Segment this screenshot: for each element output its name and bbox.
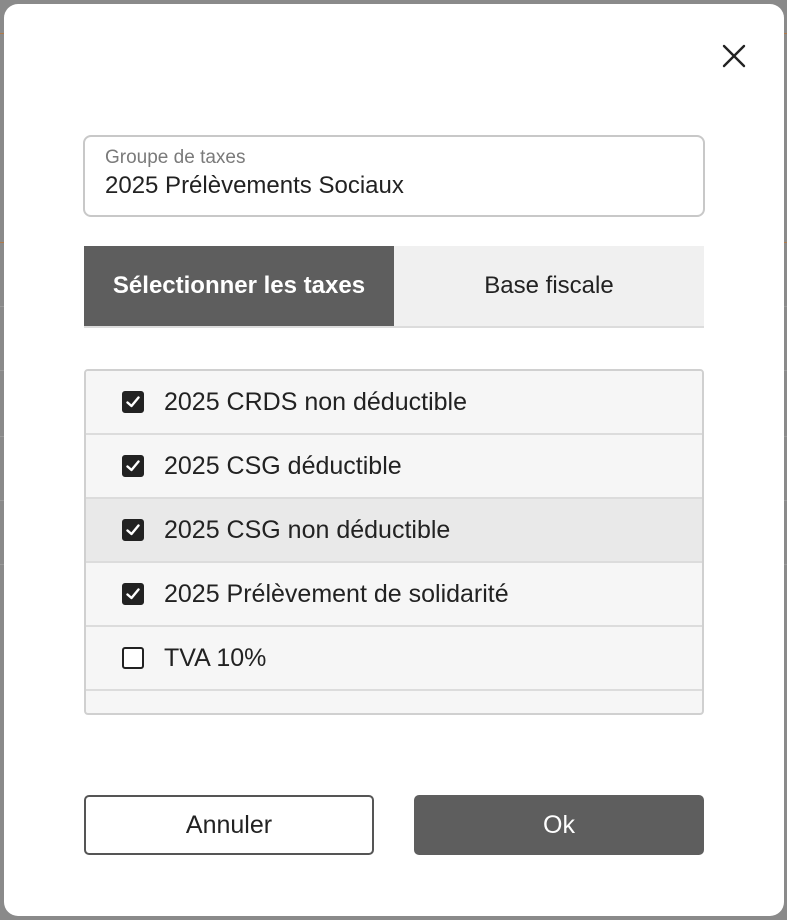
- tab-select-taxes[interactable]: Sélectionner les taxes: [84, 246, 394, 326]
- tax-list-item-label: 2025 CRDS non déductible: [164, 387, 467, 416]
- tax-list: [84, 369, 704, 715]
- tax-group-field-value[interactable]: 2025 Prélèvements Sociaux: [105, 172, 404, 199]
- tax-list-item-label: 2025 Prélèvement de solidarité: [164, 579, 509, 608]
- checkbox-checked-icon[interactable]: [122, 583, 144, 605]
- tax-group-dialog: [4, 4, 784, 916]
- tax-group-field[interactable]: [83, 135, 705, 217]
- tax-list-item[interactable]: [86, 371, 702, 435]
- checkbox-checked-icon[interactable]: [122, 519, 144, 541]
- ok-button[interactable]: Ok: [414, 795, 704, 855]
- tax-list-item-label: TVA 10%: [164, 643, 267, 672]
- checkbox-checked-icon[interactable]: [122, 391, 144, 413]
- tax-list-item[interactable]: [86, 627, 702, 691]
- close-button[interactable]: [718, 40, 750, 72]
- close-icon: [718, 40, 750, 72]
- tab-tax-base[interactable]: Base fiscale: [394, 246, 704, 326]
- tax-list-item[interactable]: [86, 499, 702, 563]
- checkbox-unchecked-icon[interactable]: [122, 647, 144, 669]
- checkbox-checked-icon[interactable]: [122, 455, 144, 477]
- tax-list-item[interactable]: [86, 563, 702, 627]
- tax-list-item-label: 2025 CSG non déductible: [164, 515, 451, 544]
- tax-group-field-label: Groupe de taxes: [105, 147, 246, 168]
- tax-list-item[interactable]: [86, 435, 702, 499]
- tax-list-item-label: 2025 CSG déductible: [164, 451, 402, 480]
- tab-bar: [84, 246, 704, 328]
- cancel-button[interactable]: Annuler: [84, 795, 374, 855]
